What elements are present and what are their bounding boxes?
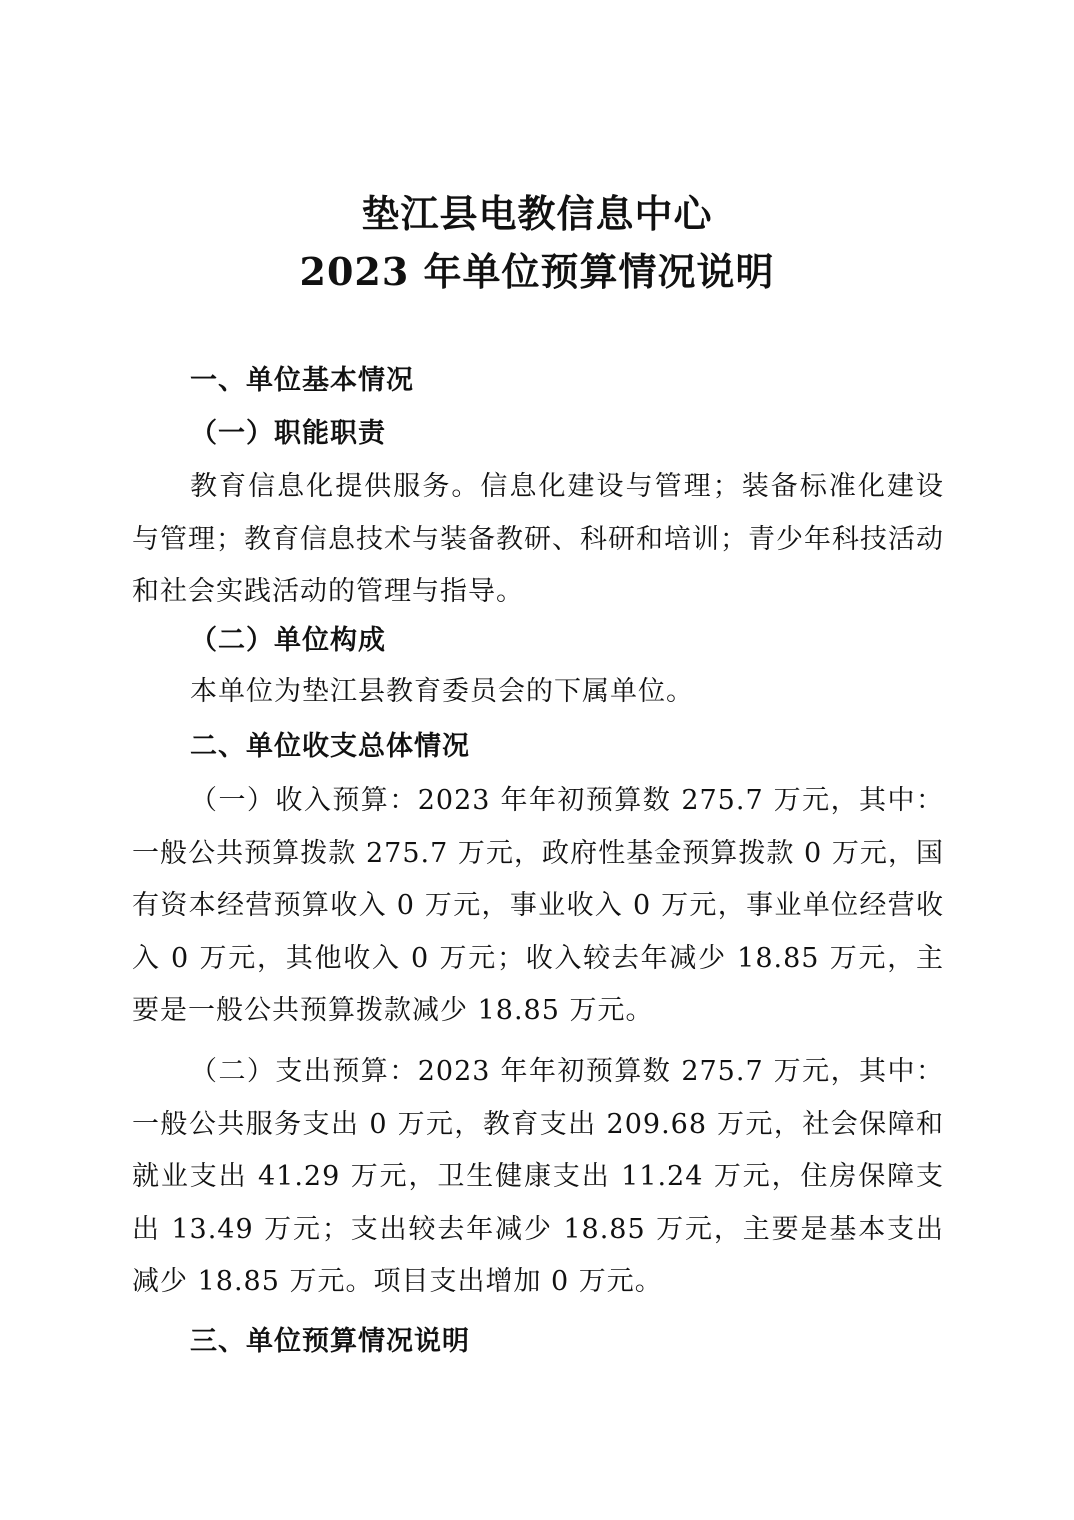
sub1-heading: （一）职能职责 — [190, 418, 386, 449]
section1-heading: 一、单位基本情况 — [190, 365, 414, 396]
document-title-line1: 垫江县电教信息中心 — [361, 191, 713, 236]
income-paragraph: （一）收入预算：2023 年年初预算数 275.7 万元，其中：一般公共预算拨款 275.7 万元，政府性基金预算拨款 0 万元，国有资本经营预算收入 0 万元，事业收入 0 万元，事业单位经营收入 0 万元，其他收入 0 万元；收入较去年减少 18.85 万元，主要是一般公共预算拨款减少 18.85 万元。 — [132, 785, 944, 1026]
section3-heading: 三、单位预算情况说明 — [190, 1326, 470, 1357]
section2-heading: 二、单位收支总体情况 — [190, 731, 470, 762]
expense-paragraph: （二）支出预算：2023 年年初预算数 275.7 万元，其中：一般公共服务支出 0 万元，教育支出 209.68 万元，社会保障和就业支出 41.29 万元，卫生健康支出 11.24 万元，住房保障支出 13.49 万元；支出较去年减少 18.85 万元，主要是基本支出减少 18.85 万元。项目支出增加 0 万元。 — [132, 1056, 944, 1297]
document-title-line2: 2023 年单位预算情况说明 — [299, 249, 775, 294]
sub1-paragraph: 教育信息化提供服务。信息化建设与管理；装备标准化建设与管理；教育信息技术与装备教研、科研和培训；青少年科技活动和社会实践活动的管理与指导。 — [132, 471, 944, 607]
sub2-paragraph: 本单位为垫江县教育委员会的下属单位。 — [190, 676, 694, 707]
sub2-heading: （二）单位构成 — [190, 625, 386, 656]
